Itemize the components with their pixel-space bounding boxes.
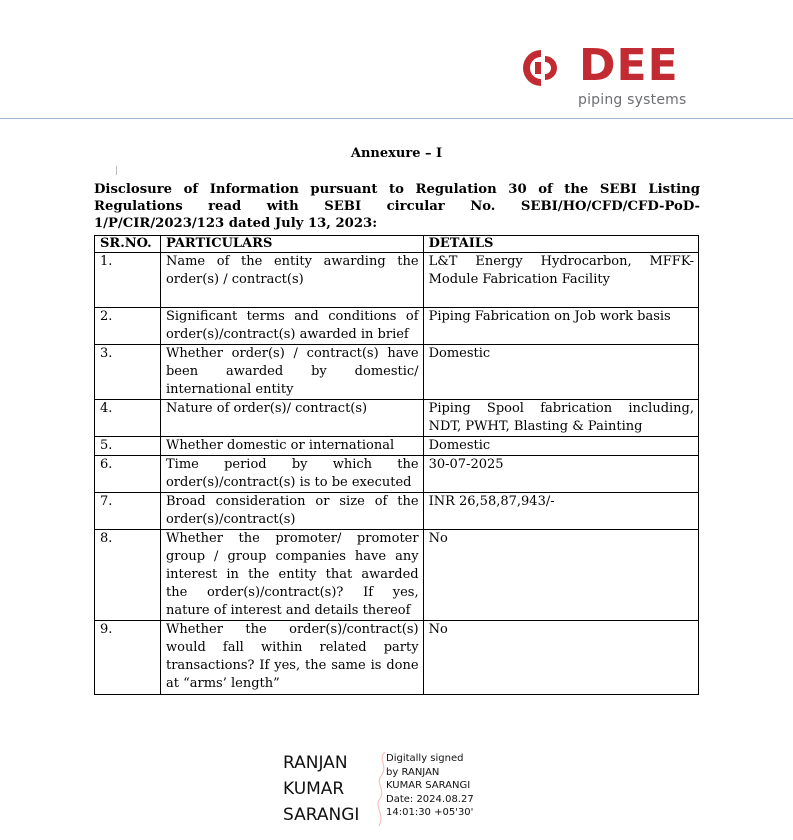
dee-logo-mark-icon xyxy=(521,48,577,88)
signature-details xyxy=(386,752,474,820)
signature-detail-line: Digitally signed xyxy=(386,753,464,764)
table-row xyxy=(95,437,699,456)
row-sr-no: 4. xyxy=(95,400,161,437)
row-details: Piping Spool fabrication including, NDT, PWHT, Blasting & Painting xyxy=(423,400,698,437)
table-row xyxy=(95,400,699,437)
table-row xyxy=(95,253,699,308)
disclosure-intro: Disclosure of Information pursuant to Regulation 30 of the SEBI Listing Regulations read with SEBI circular No. SEBI/HO/CFD/CFD-PoD-1/P/CIR/2023/123 dated July 13, 2023: xyxy=(94,182,700,231)
header-divider xyxy=(0,118,793,119)
row-sr-no: 5. xyxy=(95,437,161,456)
signer-name-line: KUMAR xyxy=(283,779,345,799)
header-sr-no: SR.NO. xyxy=(95,236,161,253)
header-details: DETAILS xyxy=(423,236,698,253)
logo-tagline: piping systems xyxy=(578,92,687,108)
disclosure-table xyxy=(94,235,699,695)
table-row xyxy=(95,345,699,400)
table-row xyxy=(95,456,699,493)
table-row xyxy=(95,308,699,345)
row-particulars: Whether the order(s)/contract(s) would fall within related party transactions? If yes, the same is done at “arms’ length” xyxy=(160,621,423,695)
row-particulars: Significant terms and conditions of order(s)/contract(s) awarded in brief xyxy=(160,308,423,345)
row-details: Domestic xyxy=(423,345,698,400)
row-sr-no: 8. xyxy=(95,530,161,621)
table-row xyxy=(95,621,699,695)
margin-mark xyxy=(116,166,117,175)
table-row xyxy=(95,530,699,621)
row-particulars: Time period by which the order(s)/contract(s) is to be executed xyxy=(160,456,423,493)
signer-name-line: SARANGI xyxy=(283,805,360,825)
row-details: Piping Fabrication on Job work basis xyxy=(423,308,698,345)
row-sr-no: 6. xyxy=(95,456,161,493)
row-particulars: Nature of order(s)/ contract(s) xyxy=(160,400,423,437)
table-header-row xyxy=(95,236,699,253)
signature-detail-line: KUMAR SARANGI xyxy=(386,780,471,792)
signer-name xyxy=(283,750,359,828)
header-particulars: PARTICULARS xyxy=(160,236,423,253)
row-particulars: Whether order(s) / contract(s) have been awarded by domestic/ international entity xyxy=(160,345,423,400)
signature-detail-line: Date: 2024.08.27 xyxy=(386,793,474,805)
signature-detail-line: 14:01:30 +05'30' xyxy=(386,807,474,819)
row-details: No xyxy=(423,530,698,621)
row-particulars: Broad consideration or size of the order(s)/contract(s) xyxy=(160,493,423,530)
signature-detail-line: by RANJAN xyxy=(386,766,440,778)
row-particulars: Name of the entity awarding the order(s) / contract(s) xyxy=(160,253,423,308)
row-details: L&T Energy Hydrocarbon, MFFK-Module Fabrication Facility xyxy=(423,253,698,308)
signer-name-line: RANJAN xyxy=(283,753,348,773)
row-details: No xyxy=(423,621,698,695)
row-details: INR 26,58,87,943/- xyxy=(423,493,698,530)
row-sr-no: 3. xyxy=(95,345,161,400)
row-sr-no: 2. xyxy=(95,308,161,345)
digital-signature-block xyxy=(283,750,513,830)
row-particulars: Whether domestic or international xyxy=(160,437,423,456)
row-details: 30-07-2025 xyxy=(423,456,698,493)
table-row xyxy=(95,493,699,530)
row-sr-no: 1. xyxy=(95,253,161,308)
row-sr-no: 9. xyxy=(95,621,161,695)
row-particulars: Whether the promoter/ promoter group / group companies have any interest in the entity that awarded the order(s)/contract(s)? If yes, nature of interest and details thereof xyxy=(160,530,423,621)
annexure-title: Annexure – I xyxy=(350,146,443,161)
company-logo xyxy=(521,40,703,112)
logo-wordmark: DEE xyxy=(579,40,679,91)
row-sr-no: 7. xyxy=(95,493,161,530)
row-details: Domestic xyxy=(423,437,698,456)
